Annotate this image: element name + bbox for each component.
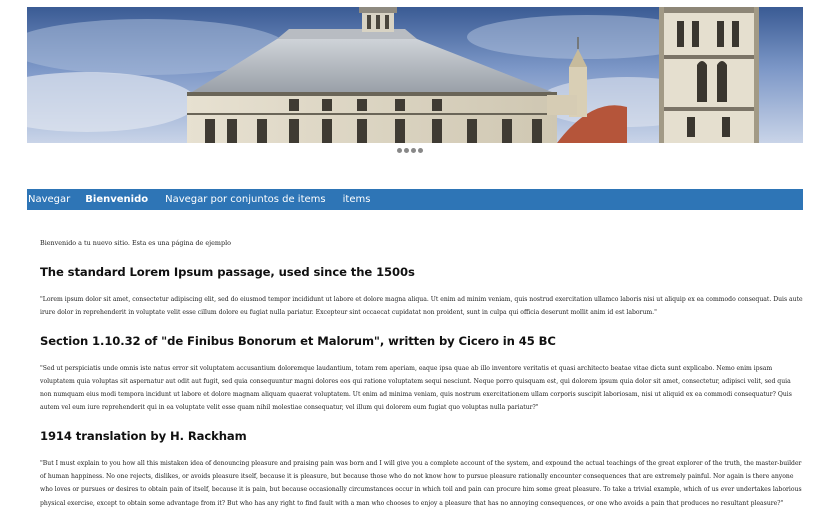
carousel-dot[interactable] [404,148,409,153]
section-paragraph: "Sed ut perspiciatis unde omnis iste natus error sit voluptatem accusantium doloremque laudantium, totam rem aperiam, eaque ipsa quae ab illo inventore veritatis et quasi architecto beatae vitae dicta sunt explicabo. Nemo enim ipsam voluptatem quia voluptas sit aspernatur aut odit aut fugit, sed quia consequuntur magni dolores eos qui ratione voluptatem sequi nesciunt. Neque porro quisquam est, qui dolorem ipsum quia dolor sit amet, consectetur, adipisci velit, sed quia non numquam eius modi tempora incidunt ut labore et dolore magnam aliquam quaerat voluptatem. Ut enim ad minima veniam, quis nostrum exercitationem ullam corporis suscipit laboriosam, nisi ut aliquid ex ea commodi consequatur? Quis autem vel eum iure reprehenderit qui in ea voluptate velit esse quam nihil molestiae consequatur, vel illum qui dolorem eum fugiat quo voluptas nulla pariatur?" [40,364,792,412]
section-heading: Section 1.10.32 of "de Finibus Bonorum et Malorum", written by Cicero in 45 BC [40,333,556,348]
nav-item-navegar-por-conjuntos[interactable]: Navegar por conjuntos de items [165,194,326,205]
carousel-dots [0,148,819,156]
carousel-dot[interactable] [418,148,423,153]
welcome-text: Bienvenido a tu nuevo sitio. Esta es una página de ejemplo [40,239,231,247]
main-navigation [27,189,803,210]
section-paragraph: "But I must explain to you how all this mistaken idea of denouncing pleasure and praising pain was born and I will give you a complete account of the system, and expound the actual teachings of the great explorer of the truth, the master-builder of human happiness. No one rejects, dislikes, or avoids pleasure itself, because it is pleasure, but because those who do not know how to pursue pleasure rationally encounter consequences that are extremely painful. Nor again is there anyone who loves or pursues or desires to obtain pain of itself, because it is pain, but because occasionally circumstances occur in which toil and pain can procure him some great pleasure. To take a trivial example, which of us ever undertakes laborious physical exercise, except to obtain some advantage from it? But who has any right to find fault with a man who chooses to enjoy a pleasure that has no annoying consequences, or one who avoids a pain that produces no resultant pleasure?" [40,459,802,507]
section-heading: The standard Lorem Ipsum passage, used since the 1500s [40,265,415,279]
section-paragraph: "Lorem ipsum dolor sit amet, consectetur adipiscing elit, sed do eiusmod tempor incididunt ut labore et dolore magna aliqua. Ut enim ad minim veniam, quis nostrud exercitation ullamco laboris nisi ut aliquip ex ea commodo consequat. Duis aute irure dolor in reprehenderit in voluptate velit esse cillum dolore eu fugiat nulla pariatur. Excepteur sint occaecat cupidatat non proident, sunt in culpa qui officia deserunt mollit anim id est laborum." [40,296,803,317]
carousel-dot[interactable] [397,148,402,153]
page-content [40,238,803,524]
section-heading: 1914 translation by H. Rackham [40,428,247,443]
nav-item-navegar[interactable]: Navegar [28,194,71,205]
florence-cathedral-illustration [27,7,803,143]
hero-banner-image [27,7,803,143]
carousel-dot[interactable] [411,148,416,153]
nav-item-bienvenido[interactable]: Bienvenido [85,194,149,205]
nav-item-items[interactable]: items [342,194,371,205]
